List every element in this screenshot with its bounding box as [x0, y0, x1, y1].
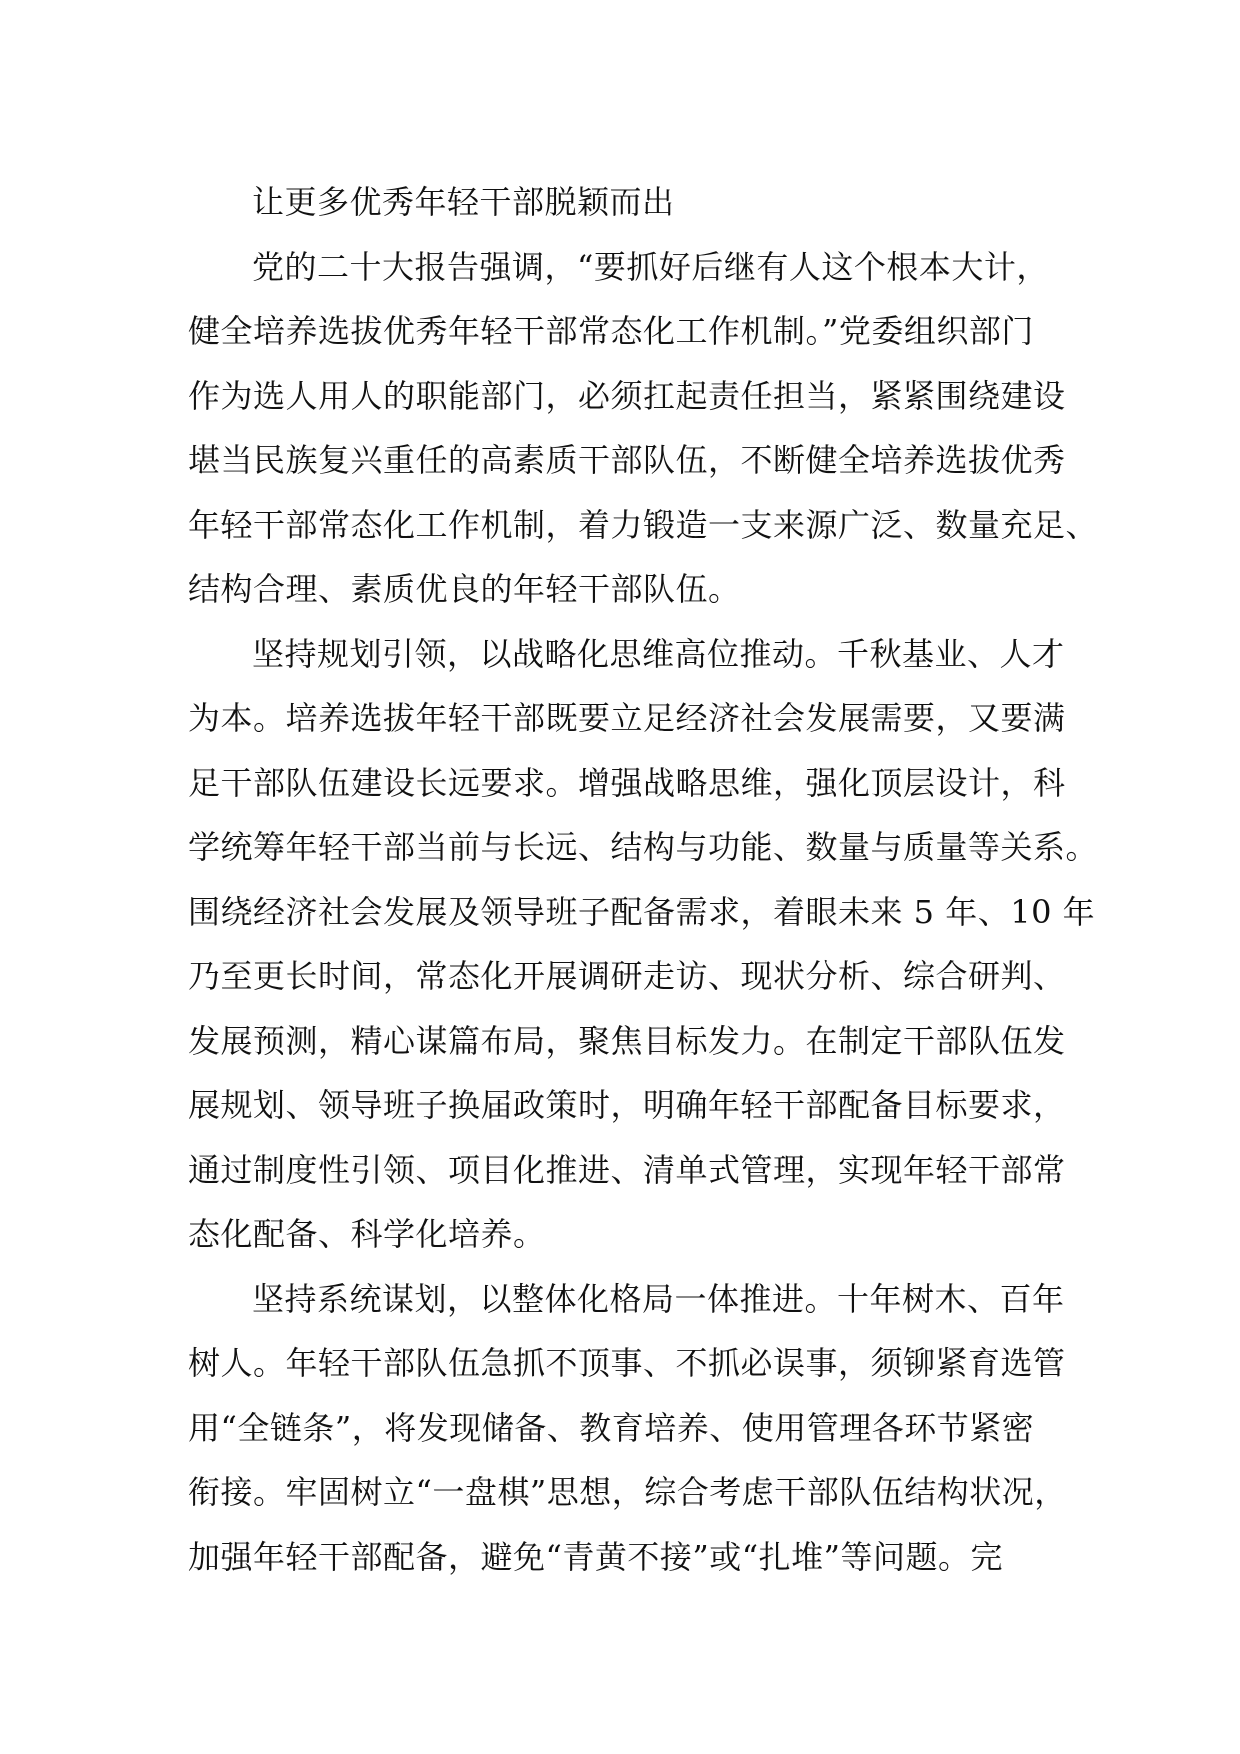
paragraph-2-line-5: 围绕经济社会发展及领导班子配备需求，着眼未来 5 年、10 年 — [188, 892, 1096, 931]
paragraph-1-line-6: 结构合理、素质优良的年轻干部队伍。 — [188, 570, 741, 608]
paragraph-2-line-7: 发展预测，精心谋篇布局，聚焦目标发力。在制定干部队伍发 — [188, 1021, 1066, 1060]
paragraph-2-line-3: 足干部队伍建设长远要求。增强战略思维，强化顶层设计，科 — [188, 763, 1066, 802]
paragraph-3-line-5: 加强年轻干部配备，避免“青黄不接”或“扎堆”等问题。完 — [188, 1537, 1003, 1576]
paragraph-2-line-9: 通过制度性引领、项目化推进、清单式管理，实现年轻干部常 — [188, 1150, 1066, 1189]
paragraph-1-line-4: 堪当民族复兴重任的高素质干部队伍，不断健全培养选拔优秀 — [188, 441, 1066, 479]
document-title: 让更多优秀年轻干部脱颖而出 — [252, 183, 675, 221]
paragraph-3-line-2: 树人。年轻干部队伍急抓不顶事、不抓必误事，须铆紧育选管 — [188, 1344, 1066, 1382]
paragraph-2-line-8: 展规划、领导班子换届政策时，明确年轻干部配备目标要求， — [188, 1086, 1066, 1124]
paragraph-1-line-3: 作为选人用人的职能部门，必须扛起责任担当，紧紧围绕建设 — [188, 376, 1066, 415]
paragraph-1-line-5: 年轻干部常态化工作机制，着力锻造一支来源广泛、数量充足、 — [188, 505, 1099, 544]
paragraph-2-line-10: 态化配备、科学化培养。 — [188, 1215, 546, 1253]
paragraph-3-line-1: 坚持系统谋划，以整体化格局一体推进。十年树木、百年 — [252, 1279, 1065, 1318]
paragraph-1-line-1: 党的二十大报告强调，“要抓好后继有人这个根本大计， — [252, 247, 1049, 286]
paragraph-2-line-1: 坚持规划引领，以战略化思维高位推动。千秋基业、人才 — [252, 634, 1065, 673]
paragraph-1-line-2: 健全培养选拔优秀年轻干部常态化工作机制。”党委组织部门 — [188, 312, 1034, 350]
paragraph-3-line-3: 用“全链条”，将发现储备、教育培养、使用管理各环节紧密 — [188, 1408, 1035, 1447]
paragraph-2-line-4: 学统筹年轻干部当前与长远、结构与功能、数量与质量等关系。 — [188, 828, 1099, 866]
paragraph-2-line-2: 为本。培养选拔年轻干部既要立足经济社会发展需要，又要满 — [188, 699, 1066, 737]
paragraph-2-line-6: 乃至更长时间，常态化开展调研走访、现状分析、综合研判、 — [188, 957, 1066, 995]
paragraph-3-line-4: 衔接。牢固树立“一盘棋”思想，综合考虑干部队伍结构状况， — [188, 1473, 1067, 1511]
document-body — [188, 170, 1099, 1589]
